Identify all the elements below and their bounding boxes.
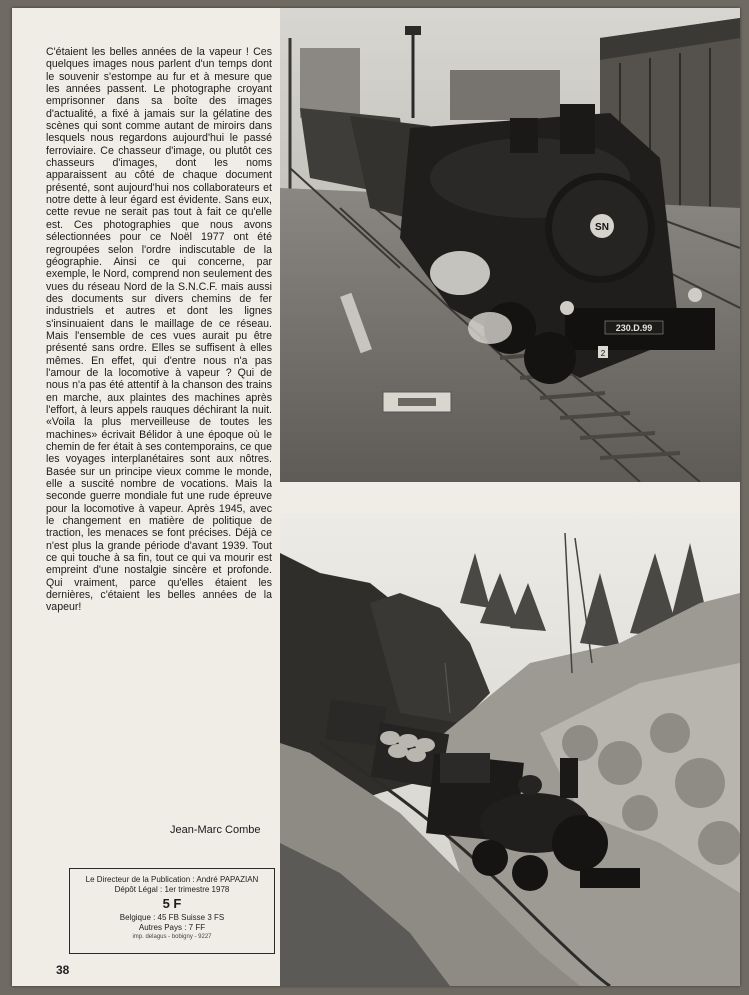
photo-forest-timber-train	[280, 513, 740, 986]
article-column	[46, 46, 272, 614]
loco-emblem: SN	[595, 222, 609, 233]
imprint-director: Le Directeur de la Publication : André PAPAZIAN	[85, 875, 259, 884]
author-signature: Jean-Marc Combe	[170, 824, 261, 836]
imprint-legal-deposit: Dépôt Légal : 1er trimestre 1978	[114, 885, 230, 894]
loco-plate: 2	[600, 349, 606, 358]
photo-steam-locomotive-station	[280, 8, 740, 482]
locomotive-station-image	[280, 8, 740, 482]
page-number: 38	[56, 963, 70, 977]
imprint-price: 5 F	[162, 896, 182, 911]
magazine-page	[12, 8, 740, 986]
imprint-price-other: Autres Pays : 7 FF	[138, 923, 206, 932]
imprint-box	[69, 868, 275, 954]
imprint-price-belgium-swiss: Belgique : 45 FB Suisse 3 FS	[119, 913, 225, 922]
loco-number: 230.D.99	[615, 323, 653, 333]
article-text: C'étaient les belles années de la vapeur ! Ces quelques images nous parlent d'un temps dont le souvenir s'estompe au fur et à mesure que les années passent. Le photographe croyant emprisonner dans sa boîte des images d'actualité, a fixé à jamais sur la gélatine des scènes qui sont comme autant de miroirs dans lesquels nous regardons aujourd'hui le passé ferroviaire. Ce chasseur d'image, ou plutôt ces chasseurs d'images, dont les noms apparaissent au côté de chaque document présenté, sont aujourd'hui nos collaborateurs et notre dette à leur égard est évidente. Sans eux, cette revue ne serait pas tout à fait ce qu'elle est. Ces photographies que nous avons sélectionnées pour ce Noël 1977 ont été regroupées selon l'ordre indiscutable de la géographie. Ainsi ce qui concerne, par exemple, le Nord, comprend non seulement des vues du réseau Nord de la S.N.C.F. mais aussi des documents sur divers chemins de fer industriels et autres et dont les lignes s'insinuaient dans le maillage de ce réseau. Mais l'ensemble de ces vues aurait pu être présenté sans ordre. Elles se suffisent à elles mêmes. En effet, qui d'entre nous n'a pas l'amour de la locomotive à vapeur ? Qui de nous n'a pas été attentif à la chanson des trains en marche, aux plaintes des machines après l'effort, à leurs appels rauques déchirant la nuit. «Voila la plus merveilleuse de toutes les machines» écrivait Bélidor à une époque où le chemin de fer était à ses contemporains, ce que les voyages interplanétaires sont aux nôtres. Basée sur un principe vieux comme le monde, elle a suscité nombre de vocations. Mais la seconde guerre mondiale fut une rude épreuve pour la locomotive à vapeur. Après 1945, avec le changement en matière de politique de traction, les menaces se font précises. Déjà ce n'est plus la grande période d'avant 1939. Tout ce qui touche à sa fin, tout ce qui va mourir est empreint d'une nostalgie sincère et profonde. Qui vraiment, parce qu'elles étaient les dernières, c'étaient les belles années de la vapeur!	[46, 46, 272, 614]
imprint-printer: imp. delagus - bobigny - 9227	[132, 934, 212, 940]
forest-train-image	[280, 513, 740, 986]
